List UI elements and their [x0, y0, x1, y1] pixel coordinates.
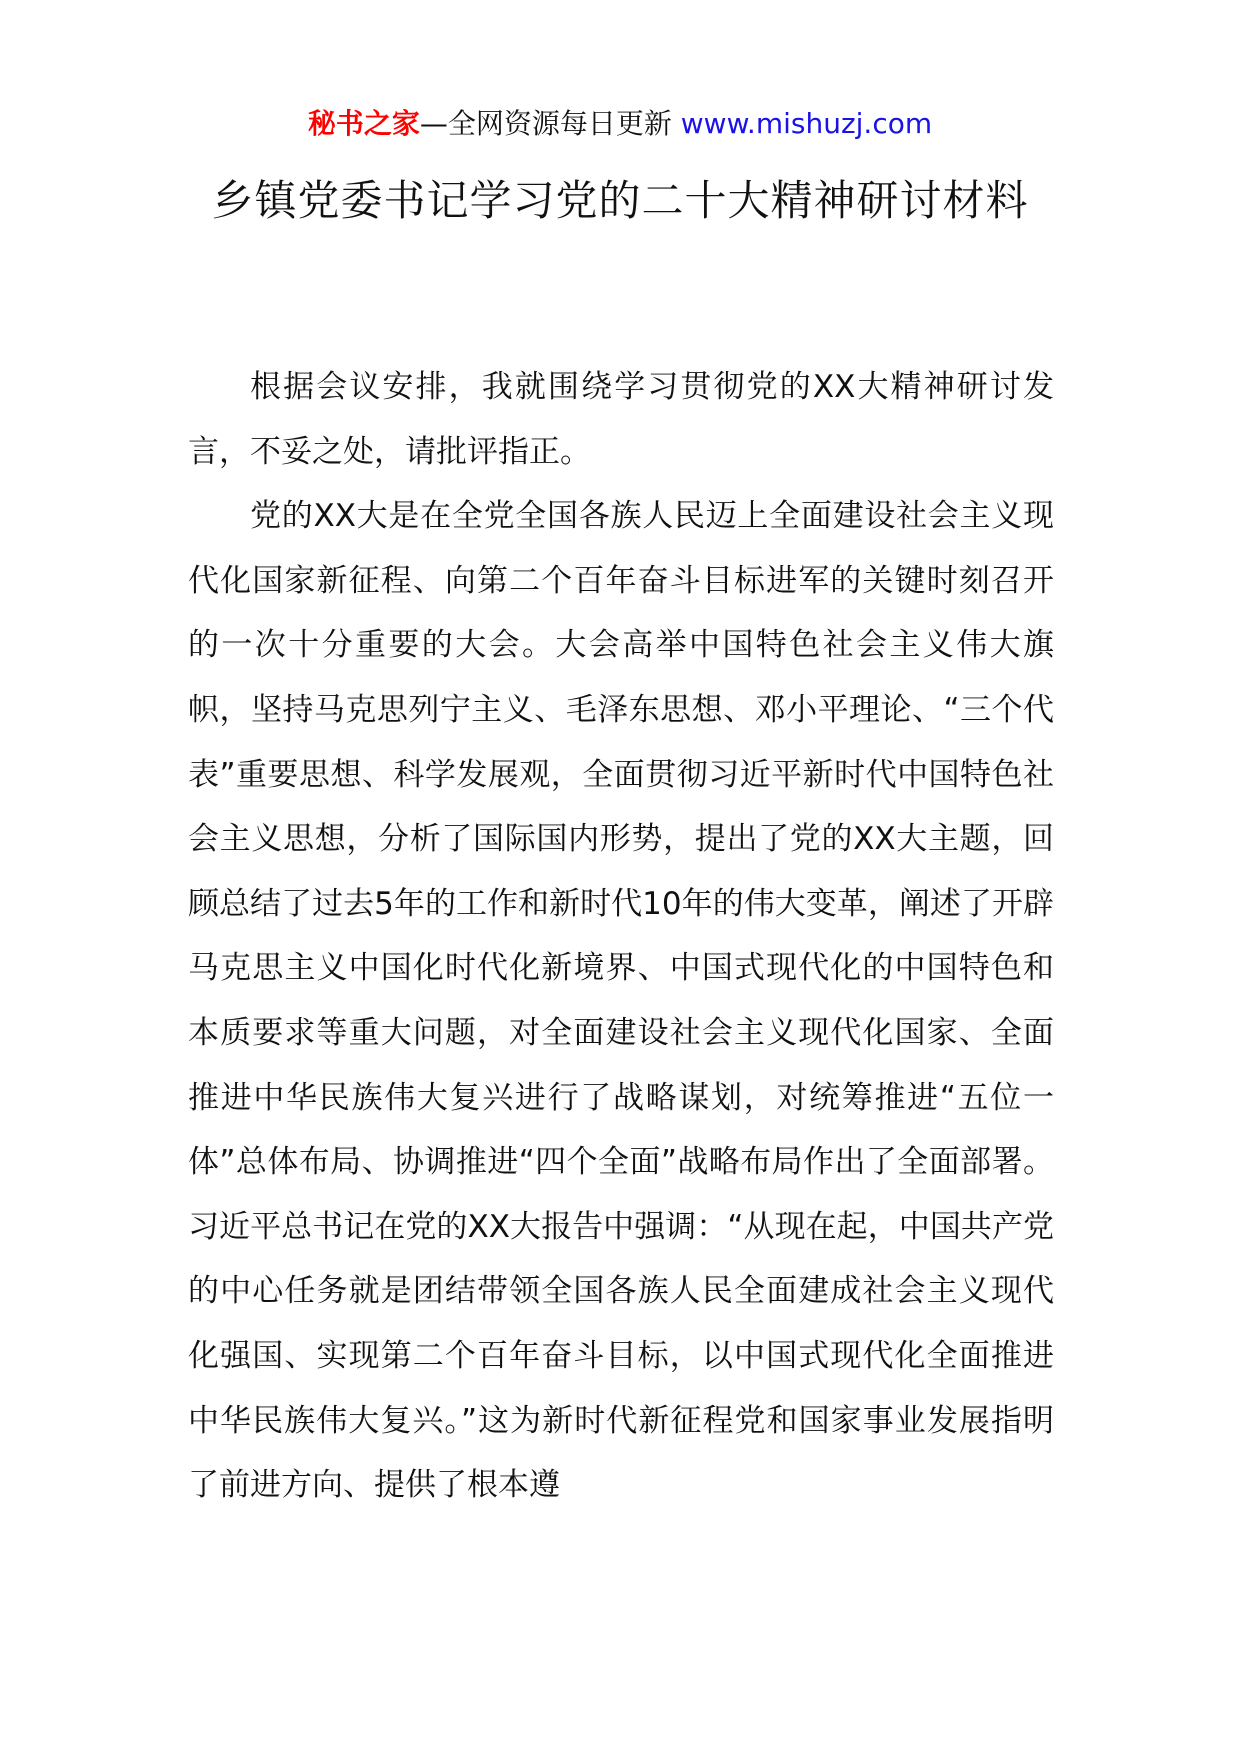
site-brand: 秘书之家 — [307, 107, 420, 140]
site-header — [0, 104, 1240, 144]
document-title: 乡镇党委书记学习党的二十大精神研讨材料 — [211, 176, 1029, 225]
site-tagline: —全网资源每日更新 — [419, 107, 681, 140]
site-url-link[interactable]: www.mishuzj.com — [680, 107, 933, 140]
paragraph-2: 党的XX大是在全党全国各族人民迈上全面建设社会主义现代化国家新征程、向第二个百年奋斗目标进军的关键时刻召开的一次十分重要的大会。大会高举中国特色社会主义伟大旗帜，坚持马克思列宁主义、毛泽东思想、邓小平理论、“三个代表”重要思想、科学发展观，全面贯彻习近平新时代中国特色社会主义思想，分析了国际国内形势，提出了党的XX大主题，回顾总结了过去5年的工作和新时代10年的伟大变革，阐述了开辟马克思主义中国化时代化新境界、中国式现代化的中国特色和本质要求等重大问题，对全面建设社会主义现代化国家、全面推进中华民族伟大复兴进行了战略谋划，对统筹推进“五位一体”总体布局、协调推进“四个全面”战略布局作出了全面部署。习近平总书记在党的XX大报告中强调：“从现在起，中国共产党的中心任务就是团结带领全国各族人民全面建成社会主义现代化强国、实现第二个百年奋斗目标，以中国式现代化全面推进中华民族伟大复兴。”这为新时代新征程党和国家事业发展指明了前进方向、提供了根本遵 — [188, 498, 1054, 1504]
paragraph-1: 根据会议安排，我就围绕学习贯彻党的XX大精神研讨发言，不妥之处，请批评指正。 — [188, 369, 1054, 470]
document-body — [188, 355, 1054, 1518]
